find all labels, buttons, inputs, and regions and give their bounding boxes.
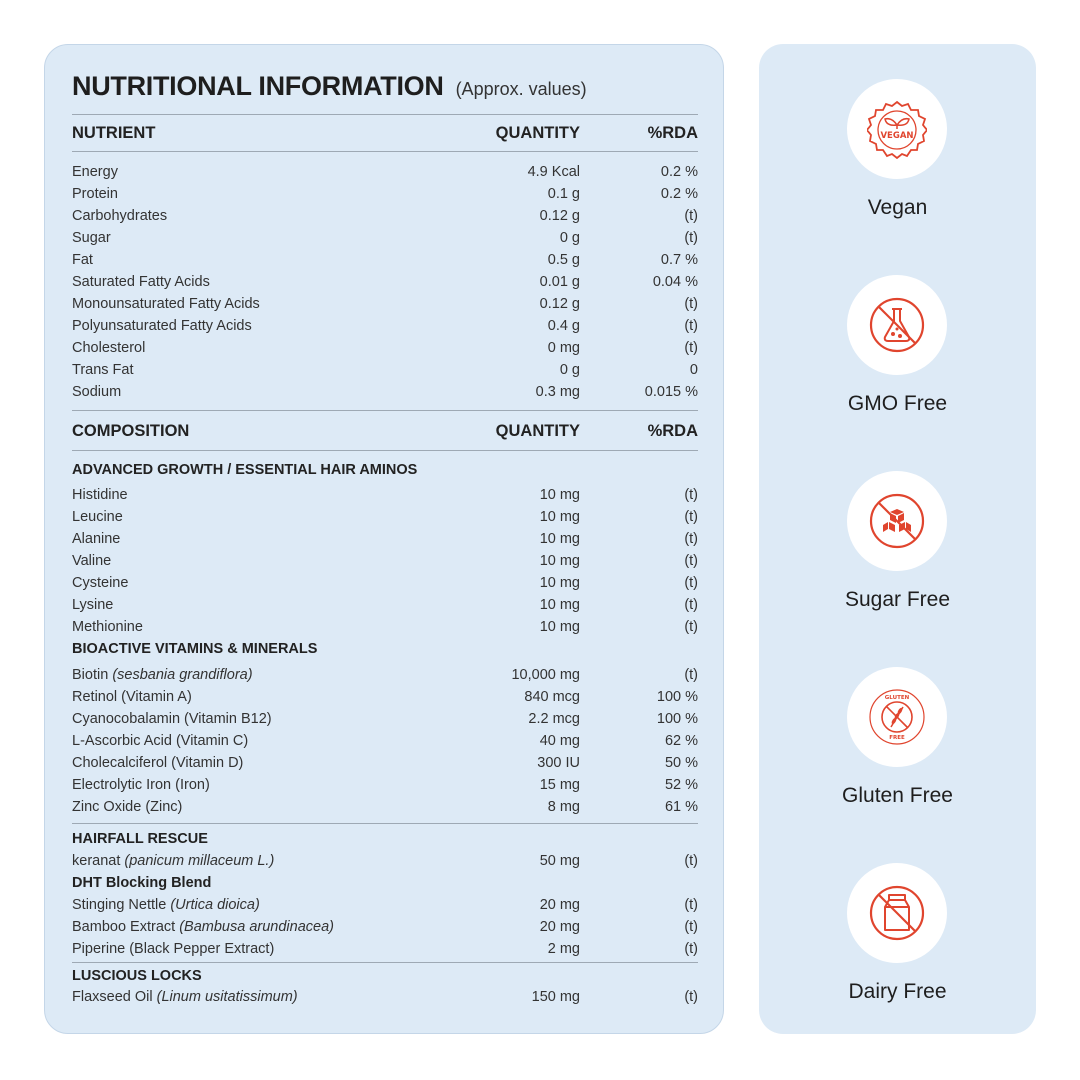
row-name: Energy [72, 164, 118, 180]
section-title-text: BIOACTIVE VITAMINS & MINERALS [72, 641, 318, 657]
badge-gmo-free [759, 240, 1036, 436]
badge-vegan [759, 44, 1036, 240]
table-row [72, 573, 698, 595]
row-name: Cholesterol [72, 340, 146, 356]
row-rda: 52 % [664, 777, 698, 793]
badges-panel [759, 44, 1036, 1034]
row-rda: (t) [684, 296, 698, 312]
row-qty: 20 mg [539, 897, 580, 913]
row-rda: 61 % [664, 799, 698, 815]
row-rda: 0.015 % [644, 384, 698, 400]
row-qty: 0.01 g [539, 274, 580, 290]
composition-group-4 [72, 966, 698, 1009]
row-qty: 10 mg [539, 553, 580, 569]
row-name: Leucine [72, 509, 123, 525]
dairy-badge-circle [847, 863, 947, 963]
badge-gluten-free [759, 632, 1036, 828]
row-latin: (panicum millaceum L.) [124, 853, 275, 869]
badge-label-sugar-free: Sugar Free [844, 588, 951, 611]
row-name: Saturated Fatty Acids [72, 274, 210, 290]
row-rda: 62 % [664, 733, 698, 749]
row-name-text: Stinging Nettle [72, 897, 167, 913]
row-rda: 50 % [664, 755, 698, 771]
row-qty: 150 mg [531, 989, 580, 1005]
table-row [72, 687, 698, 709]
row-name: Monounsaturated Fatty Acids [72, 296, 260, 312]
row-name: Electrolytic Iron (Iron) [72, 777, 210, 793]
row-latin: (Urtica dioica) [170, 897, 260, 913]
row-qty: 0.12 g [539, 296, 580, 312]
row-rda: (t) [684, 619, 698, 635]
row-name: Histidine [72, 487, 128, 503]
gmo-free-icon [867, 295, 927, 355]
table-row [72, 917, 698, 939]
divider [72, 962, 698, 963]
table-row [72, 731, 698, 753]
table-row [72, 775, 698, 797]
row-rda: (t) [684, 208, 698, 224]
row-qty: 10 mg [539, 575, 580, 591]
row-name: Polyunsaturated Fatty Acids [72, 318, 252, 334]
row-name [72, 667, 253, 683]
row-qty: 0.4 g [547, 318, 580, 334]
row-latin: (Linum usitatissimum) [156, 989, 298, 1005]
row-qty: 0.3 mg [535, 384, 580, 400]
composition-group-1 [72, 460, 698, 819]
row-rda: 100 % [656, 689, 698, 705]
gluten-icon-text-top: GLUTEN [884, 695, 910, 701]
row-qty: 10 mg [539, 597, 580, 613]
row-name [72, 919, 334, 935]
gluten-badge-circle [847, 667, 947, 767]
vegan-icon-text: VEGAN [880, 131, 914, 141]
row-rda: 0.7 % [660, 252, 698, 268]
badge-label-vegan: Vegan [867, 196, 928, 219]
row-name-text: keranat [72, 853, 121, 869]
section-subtitle-text: DHT Blocking Blend [72, 875, 212, 891]
row-qty: 0 g [559, 362, 580, 378]
row-qty: 8 mg [547, 799, 580, 815]
row-latin: (Bambusa arundinacea) [179, 919, 334, 935]
row-rda: (t) [684, 989, 698, 1005]
row-qty: 10,000 mg [511, 667, 580, 683]
row-rda: 0.2 % [660, 164, 698, 180]
nutrient-col-header: NUTRIENT [72, 124, 156, 142]
table-row [72, 206, 698, 228]
table-row [72, 797, 698, 819]
badge-label-dairy-free: Dairy Free [848, 980, 947, 1003]
composition-group-3 [72, 829, 698, 961]
row-name: Methionine [72, 619, 143, 635]
row-qty: 0 mg [547, 340, 580, 356]
row-name: Zinc Oxide (Zinc) [72, 799, 183, 815]
row-name: Fat [72, 252, 93, 268]
table-row [72, 338, 698, 360]
row-name: Sugar [72, 230, 111, 246]
table-row [72, 184, 698, 206]
table-row [72, 551, 698, 573]
row-rda: (t) [684, 318, 698, 334]
badge-dairy-free [759, 828, 1036, 1024]
section-title [72, 829, 698, 851]
row-rda: 100 % [656, 711, 698, 727]
nutrient-header [72, 114, 698, 152]
row-qty: 10 mg [539, 531, 580, 547]
row-name-text: Bamboo Extract [72, 919, 176, 935]
table-row [72, 507, 698, 529]
section-title-text: LUSCIOUS LOCKS [72, 968, 202, 984]
table-row [72, 382, 698, 404]
composition-col-header: COMPOSITION [72, 422, 190, 440]
row-rda: (t) [684, 509, 698, 525]
page-subtitle: (Approx. values) [455, 79, 587, 99]
row-qty: 0.1 g [547, 186, 580, 202]
row-rda: (t) [684, 340, 698, 356]
row-name: Protein [72, 186, 118, 202]
row-qty: 20 mg [539, 919, 580, 935]
section-title-text: HAIRFALL RESCUE [72, 831, 208, 847]
table-row [72, 595, 698, 617]
table-row [72, 665, 698, 687]
gluten-icon-text-bottom: FREE [889, 735, 905, 741]
section-subtitle [72, 873, 698, 895]
vegan-badge-circle [847, 79, 947, 179]
row-name: Piperine (Black Pepper Extract) [72, 941, 275, 957]
section-title [72, 639, 698, 665]
row-name: Trans Fat [72, 362, 134, 378]
table-row [72, 360, 698, 382]
row-rda: 0.04 % [652, 274, 698, 290]
row-name: Alanine [72, 531, 121, 547]
table-row [72, 529, 698, 551]
section-title [72, 966, 698, 987]
row-qty: 50 mg [539, 853, 580, 869]
table-row [72, 272, 698, 294]
row-name [72, 989, 298, 1005]
row-name: Cyanocobalamin (Vitamin B12) [72, 711, 272, 727]
row-rda: (t) [684, 941, 698, 957]
table-row [72, 851, 698, 873]
row-rda: (t) [684, 919, 698, 935]
row-name: Retinol (Vitamin A) [72, 689, 192, 705]
row-rda: (t) [684, 575, 698, 591]
row-name: Sodium [72, 384, 122, 400]
row-qty: 4.9 Kcal [527, 164, 580, 180]
table-row [72, 753, 698, 775]
row-name: Carbohydrates [72, 208, 168, 224]
row-name: Lysine [72, 597, 114, 613]
badge-sugar-free [759, 436, 1036, 632]
row-qty: 10 mg [539, 619, 580, 635]
quantity-col-header: QUANTITY [495, 422, 580, 440]
row-latin: (sesbania grandiflora) [112, 667, 253, 683]
row-rda: (t) [684, 897, 698, 913]
table-row [72, 316, 698, 338]
row-qty: 10 mg [539, 509, 580, 525]
sugar-badge-circle [847, 471, 947, 571]
row-qty: 0 g [559, 230, 580, 246]
table-row [72, 939, 698, 961]
row-qty: 15 mg [539, 777, 580, 793]
row-qty: 2.2 mcg [528, 711, 580, 727]
row-rda: (t) [684, 553, 698, 569]
table-row [72, 485, 698, 507]
row-rda: (t) [684, 230, 698, 246]
table-row [72, 987, 698, 1009]
row-rda: (t) [684, 667, 698, 683]
row-name [72, 897, 260, 913]
nutrient-rows [72, 162, 698, 404]
row-qty: 40 mg [539, 733, 580, 749]
rda-col-header: %RDA [647, 422, 698, 440]
row-qty: 10 mg [539, 487, 580, 503]
table-row [72, 294, 698, 316]
table-row [72, 617, 698, 639]
table-row [72, 709, 698, 731]
row-rda: (t) [684, 853, 698, 869]
vegan-icon [867, 99, 927, 159]
sugar-free-icon [867, 491, 927, 551]
composition-header [72, 410, 698, 451]
dairy-free-icon [867, 883, 927, 943]
row-rda: (t) [684, 487, 698, 503]
nutrition-panel [44, 44, 724, 1034]
row-rda: 0 [689, 362, 698, 378]
row-name: Valine [72, 553, 112, 569]
table-row [72, 250, 698, 272]
row-name: Cholecalciferol (Vitamin D) [72, 755, 244, 771]
row-qty: 2 mg [547, 941, 580, 957]
row-name: L-Ascorbic Acid (Vitamin C) [72, 733, 249, 749]
row-rda: (t) [684, 597, 698, 613]
row-name-text: Flaxseed Oil [72, 989, 153, 1005]
row-rda: (t) [684, 531, 698, 547]
table-row [72, 895, 698, 917]
row-qty: 0.5 g [547, 252, 580, 268]
table-row [72, 162, 698, 184]
gmo-badge-circle [847, 275, 947, 375]
badge-label-gmo-free: GMO Free [847, 392, 948, 415]
page-title: NUTRITIONAL INFORMATION [72, 71, 444, 101]
row-rda: 0.2 % [660, 186, 698, 202]
divider [72, 823, 698, 824]
row-name: Cysteine [72, 575, 129, 591]
section-title-text: ADVANCED GROWTH / ESSENTIAL HAIR AMINOS [72, 462, 418, 478]
title-row [72, 71, 587, 102]
row-qty: 840 mcg [524, 689, 580, 705]
row-name [72, 853, 274, 869]
quantity-col-header: QUANTITY [495, 124, 580, 142]
section-title [72, 460, 698, 485]
table-row [72, 228, 698, 250]
row-name-text: Biotin [72, 667, 109, 683]
gluten-free-icon [867, 687, 927, 747]
row-qty: 0.12 g [539, 208, 580, 224]
row-qty: 300 IU [537, 755, 580, 771]
rda-col-header: %RDA [647, 124, 698, 142]
badge-label-gluten-free: Gluten Free [842, 784, 953, 807]
